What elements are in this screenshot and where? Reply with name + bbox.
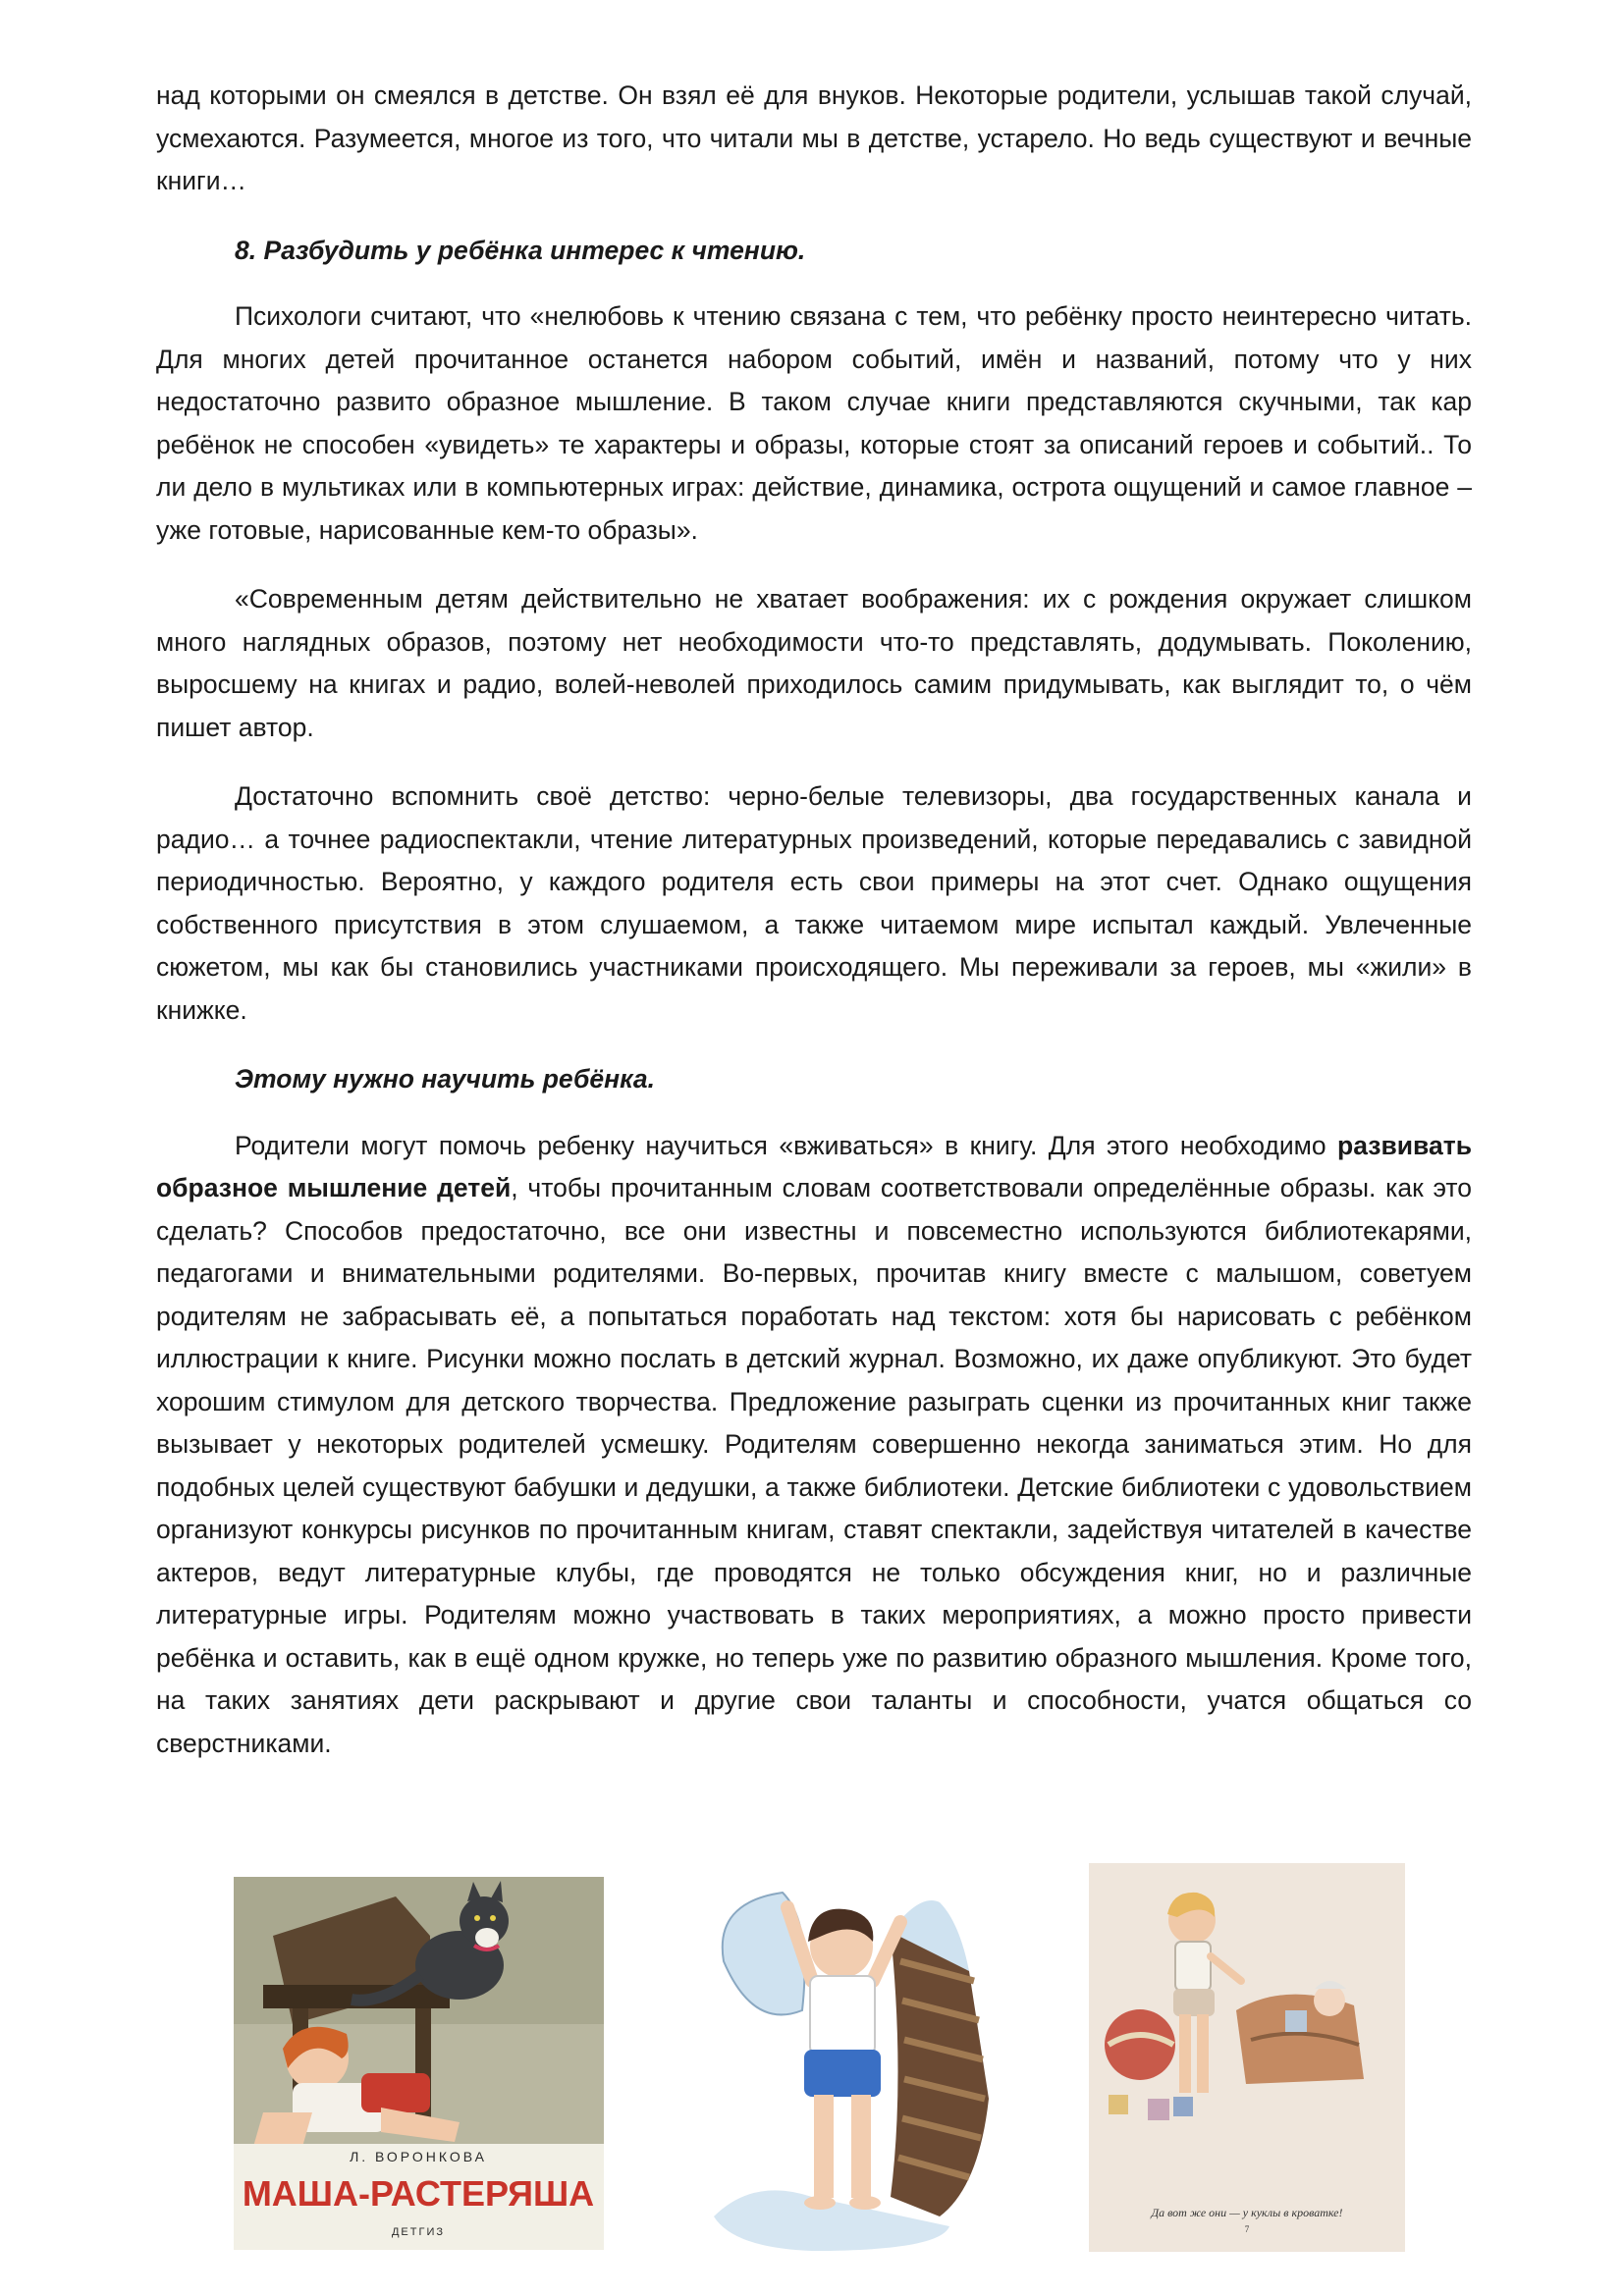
- cover-title: МАША-РАСТЕРЯША: [242, 2173, 595, 2214]
- paragraph-parents-bold: развивать образное мышление детей: [156, 1130, 1472, 1202]
- paragraph-parents: [156, 1125, 1472, 1766]
- cover-publisher: ДЕТГИЗ: [391, 2226, 446, 2238]
- paragraph-parents-start: Родители могут помочь ребенку научиться «вживаться» в книгу. Для этого необходимо: [235, 1130, 1338, 1160]
- book-page-number: 7: [1244, 2224, 1250, 2234]
- child-blanket-image: [694, 1863, 1056, 2256]
- book-cover-illustration: [234, 1877, 604, 2250]
- book-page-illustration: [1089, 1863, 1405, 2252]
- book-page-image: [1089, 1863, 1405, 2252]
- paragraph-psychologists: Психологи считают, что «нелюбовь к чтению связана с тем, что ребёнку просто неинтересно читать. Для многих детей прочитанное останется набором событий, имён и названий, потому что у них недостаточно развито образное мышление. В таком случае книги представляются скучными, так кар ребёнок не способен «увидеть» те характеры и образы, которые стоят за описаний героев и событий.. То ли дело в мультиках или в компьютерных играх: действие, динамика, острота ощущений и самое главное – уже готовые, нарисованные кем-то образы».: [156, 301, 1472, 545]
- paragraph-parents-end: , чтобы прочитанным словам соответствовали определённые образы. как это сделать? Способов предостаточно, все они известны и повсеместно используются библиотекарями, педагогами и внимательными родителями. Во-первых, прочитав книгу вместе с малышом, советуем родителям не забрасывать её, а попытаться поработать над текстом: хотя бы нарисовать с ребёнком иллюстрации к книге. Рисунки можно послать в детский журнал. Возможно, их даже опубликуют. Это будет хорошим стимулом для детского творчества. Предложение разыграть сценки из прочитанных книг также вызывает у некоторых родителей усмешку. Родителям совершенно некогда заниматься этим. Но для подобных целей существуют бабушки и дедушки, а также библиотеки. Детские библиотеки с удовольствием организуют конкурсы рисунков по прочитанным книгам, ставят спектакли, задействуя читателей в качестве актеров, ведут литературные клубы, где проводятся не только обсуждения книг, но и различные литературные игры. Родителям можно участвовать в таких мероприятиях, а можно просто привести ребёнка и оставить, как в ещё одном кружке, но теперь уже по развитию образного мышления. Кроме того, на таких занятиях дети раскрывают и другие свои таланты и способности, учатся общаться со сверстниками.: [156, 1173, 1472, 1758]
- article-body: [156, 75, 1472, 1791]
- book-cover-image: [234, 1877, 604, 2250]
- paragraph-imagination: «Современным детям действительно не хватает воображения: их с рождения окружает слишком много наглядных образов, поэтому нет необходимости что-то представлять, додумывать. Поколению, выросшему на книгах и радио, волей-неволей приходилось самим придумывать, как выглядит то, о чём пишет автор.: [156, 584, 1472, 742]
- section-heading-teach: Этому нужно научить ребёнка.: [235, 1064, 655, 1094]
- child-blanket-illustration: [694, 1863, 1056, 2256]
- cover-author: Л. ВОРОНКОВА: [350, 2149, 487, 2164]
- section-heading-interest: 8. Разбудить у ребёнка интерес к чтению.: [235, 235, 806, 265]
- paragraph-continued: над которыми он смеялся в детстве. Он взял её для внуков. Некоторые родители, услышав такой случай, усмехаются. Разумеется, многое из того, что читали мы в детстве, устарело. Но ведь существуют и вечные книги…: [156, 80, 1472, 195]
- book-page-caption: Да вот же они — у куклы в кроватке!: [1151, 2206, 1343, 2219]
- paragraph-childhood: Достаточно вспомнить своё детство: черно-белые телевизоры, два государственных канала и радио… а точнее радиоспектакли, чтение литературных произведений, которые передавались с завидной периодичностью. Вероятно, у каждого родителя есть свои примеры на этот счет. Однако ощущения собственного присутствия в этом слушаемом, а также читаемом мире испытал каждый. Увлеченные сюжетом, мы как бы становились участниками происходящего. Мы переживали за героев, мы «жили» в книжке.: [156, 781, 1472, 1025]
